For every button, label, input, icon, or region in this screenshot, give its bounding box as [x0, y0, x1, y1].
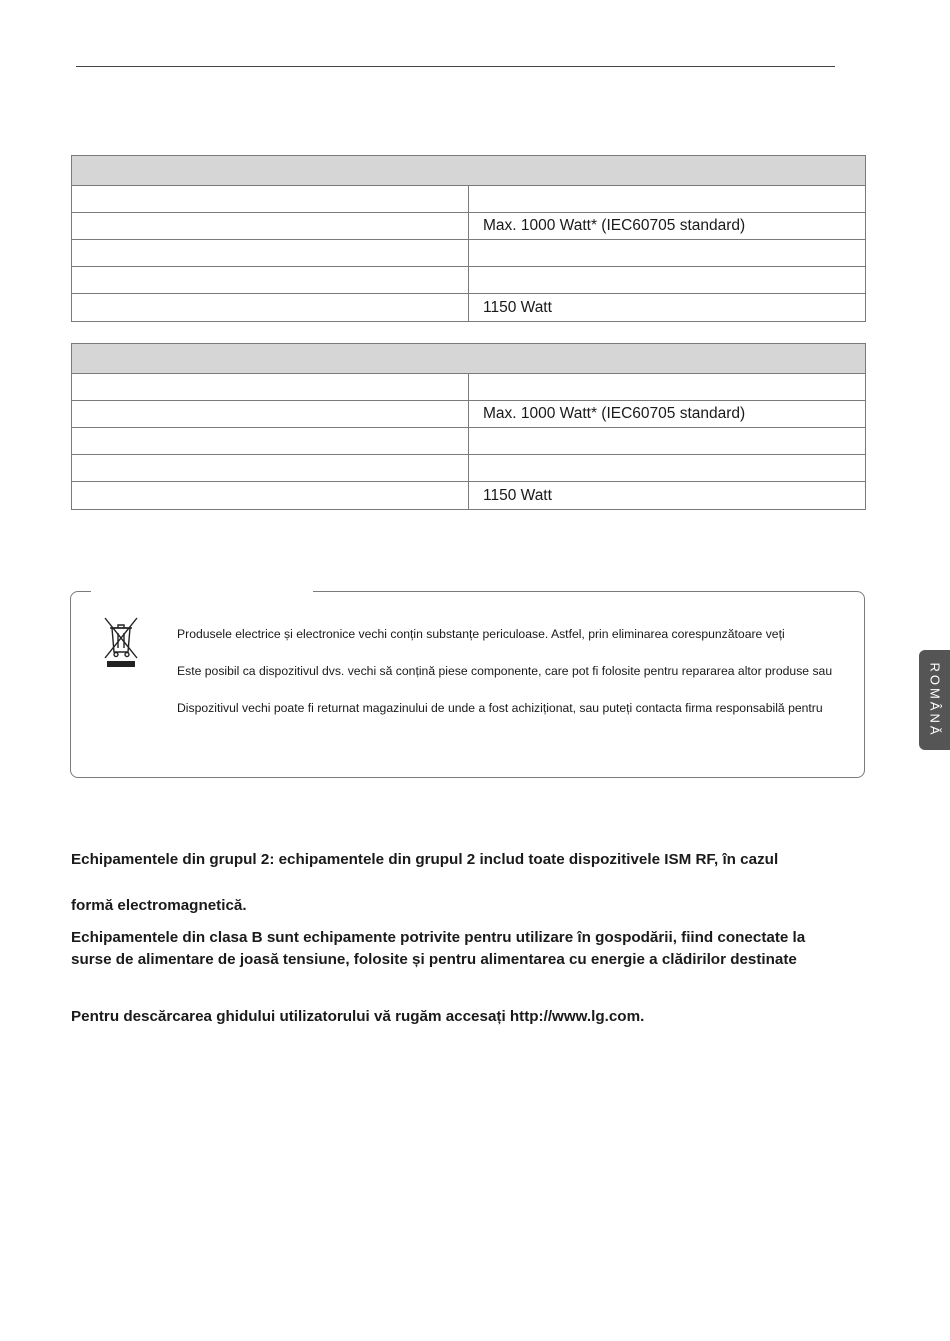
- download-paragraph: Pentru descărcarea ghidului utilizatorului vă rugăm accesați http://www.lg.com.: [71, 1008, 645, 1025]
- spec-value: [469, 186, 866, 213]
- disposal-line-3: Dispozitivul vechi poate fi returnat magazinului de unde a fost achiziționat, sau puteți contacta firma responsabilă pentru: [177, 701, 823, 715]
- language-side-tab: [919, 650, 950, 750]
- disposal-notice-box: [70, 591, 865, 778]
- classb-paragraph-line-2: surse de alimentare de joasă tensiune, folosite și pentru alimentarea cu energie a clădirilor destinate: [71, 951, 797, 968]
- classb-paragraph-line-1: Echipamentele din clasa B sunt echipamente potrivite pentru utilizare în gospodării, fiind conectate la: [71, 929, 806, 946]
- disposal-line-1: Produsele electrice și electronice vechi conțin substanțe periculoase. Astfel, prin eliminarea corespunzătoare veți: [177, 627, 785, 641]
- spec-label: [72, 213, 469, 240]
- spec-label: [72, 374, 469, 401]
- crossed-out-wheelie-bin-icon: [101, 614, 141, 668]
- disposal-line-2: Este posibil ca dispozitivul dvs. vechi să conțină piese componente, care pot fi folosite pentru repararea altor produse sau: [177, 664, 833, 678]
- spec-table-1: [71, 155, 866, 322]
- spec-label: [72, 186, 469, 213]
- spec-value: Max. 1000 Watt* (IEC60705 standard): [469, 213, 866, 240]
- spec-label: [72, 294, 469, 322]
- spec-label: [72, 428, 469, 455]
- spec-value: [469, 455, 866, 482]
- spec-value: 1150 Watt: [469, 294, 866, 322]
- spec-table-2: [71, 343, 866, 510]
- spec-value: [469, 267, 866, 294]
- group2-paragraph-line-1: Echipamentele din grupul 2: echipamentele din grupul 2 includ toate dispozitivele ISM RF, în cazul: [71, 851, 779, 868]
- box-title-gap: [91, 589, 313, 594]
- spec-label: [72, 267, 469, 294]
- header-rule: [76, 66, 835, 67]
- spec-label: [72, 455, 469, 482]
- spec-table-header: [72, 344, 866, 374]
- spec-label: [72, 401, 469, 428]
- spec-value: [469, 374, 866, 401]
- language-label: ROMÂNĂ: [927, 662, 942, 738]
- spec-value: [469, 428, 866, 455]
- spec-label: [72, 240, 469, 267]
- spec-label: [72, 482, 469, 510]
- spec-value: [469, 240, 866, 267]
- spec-value: 1150 Watt: [469, 482, 866, 510]
- group2-paragraph-line-2: formă electromagnetică.: [71, 897, 247, 914]
- spec-table-header: [72, 156, 866, 186]
- spec-value: Max. 1000 Watt* (IEC60705 standard): [469, 401, 866, 428]
